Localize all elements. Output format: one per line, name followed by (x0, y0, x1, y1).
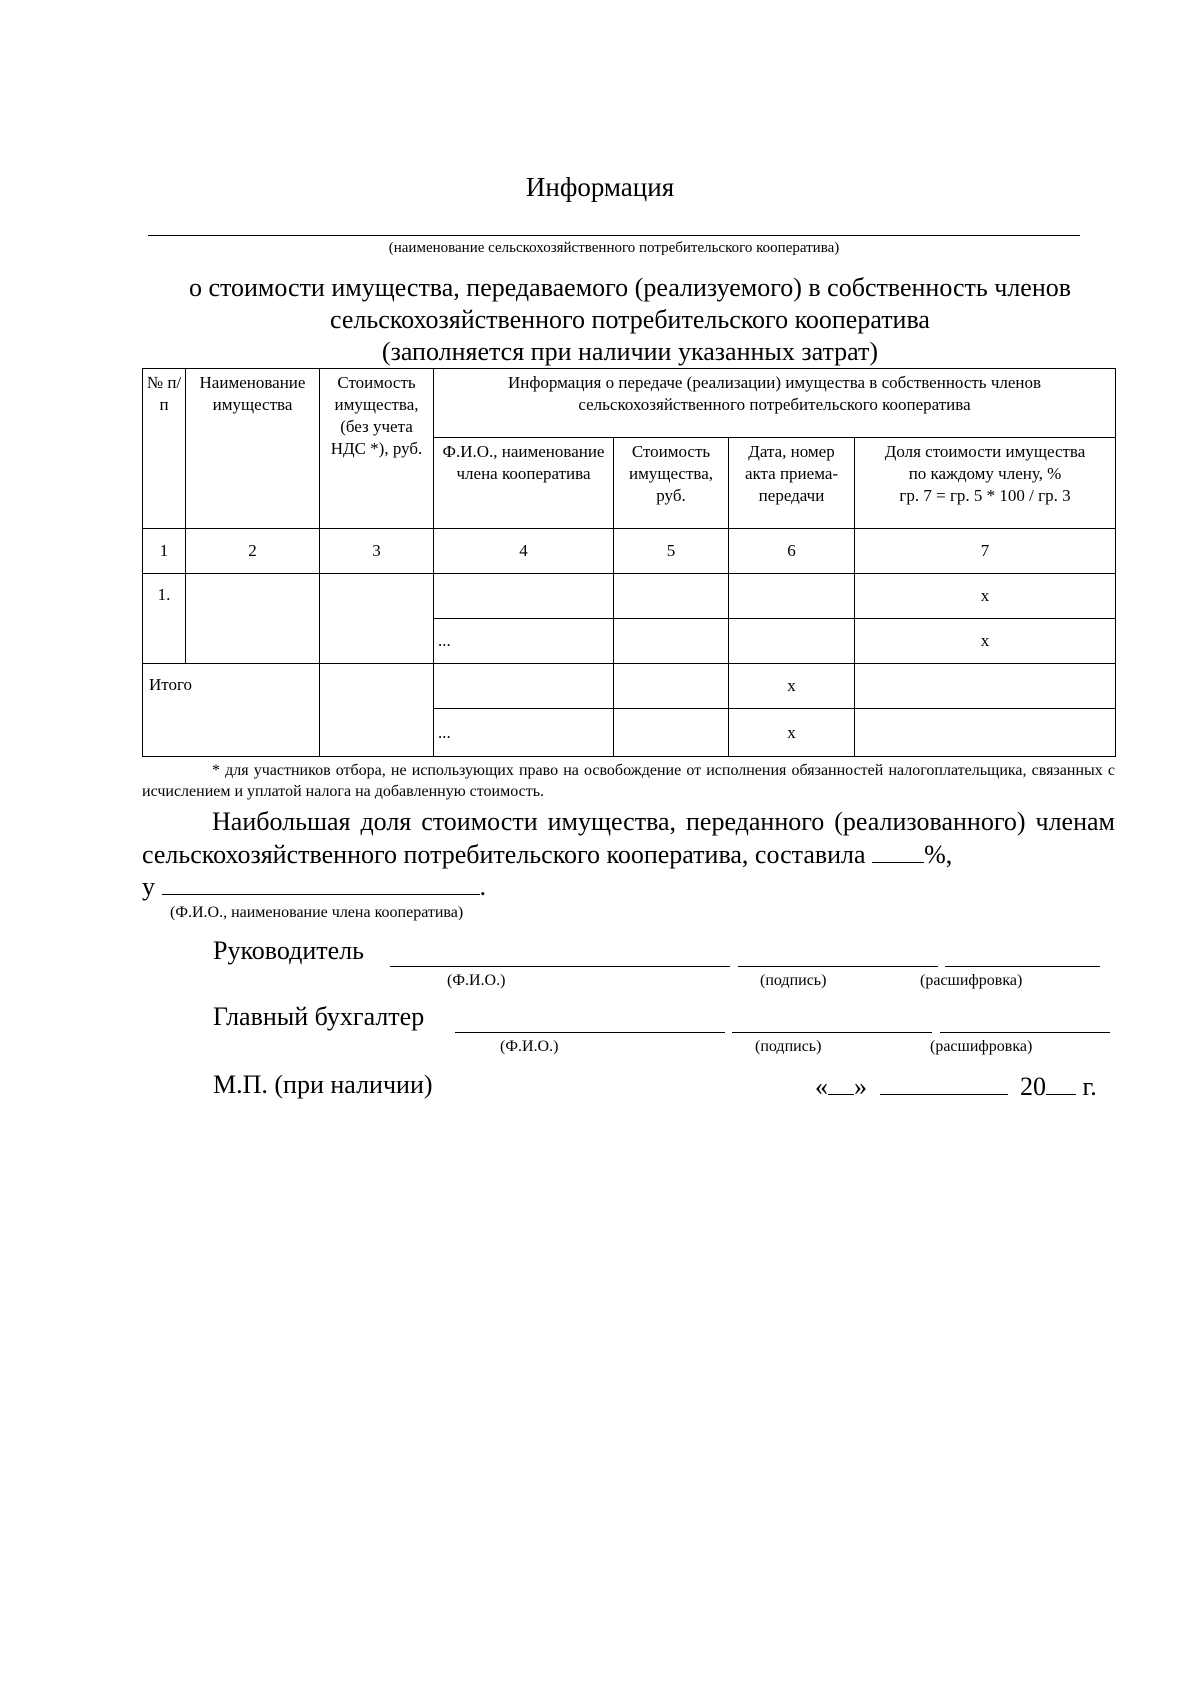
doc-subtitle (140, 272, 1120, 368)
largest-share-paragraph (142, 806, 1115, 871)
head-fio-caption: (Ф.И.О.) (447, 972, 506, 989)
chief-accountant-label: Главный бухгалтер (213, 1002, 425, 1031)
col-num-1: 1 (143, 529, 186, 574)
member-blank (162, 870, 480, 895)
member-line (142, 870, 486, 902)
subtitle-line-3: (заполняется при наличии указанных затрат) (381, 337, 879, 366)
accountant-signature-line (732, 1032, 932, 1033)
total-label: Итого (143, 664, 320, 757)
year-blank (1046, 1070, 1076, 1095)
date-line (815, 1070, 1097, 1102)
total-date-x: х (729, 664, 855, 709)
col-num-5: 5 (614, 529, 729, 574)
doc-title: Информация (525, 172, 675, 202)
col-num-3: 3 (320, 529, 434, 574)
row-1-num: 1. (143, 574, 186, 664)
head-signature-caption: (подпись) (760, 972, 827, 989)
col-num-4: 4 (434, 529, 614, 574)
head-label: Руководитель (213, 936, 364, 965)
total-date-x-2: х (729, 709, 855, 757)
table-cell (434, 664, 614, 709)
col-num-6: 6 (729, 529, 855, 574)
footnote: * для участников отбора, не использующих право на освобождение от исполнения обязанностей налогоплательщика, связанных с исчислением и уплатой налога на добавленную стоимость. (142, 762, 1115, 800)
col-num-7: 7 (855, 529, 1116, 574)
head-decoding-line (945, 966, 1100, 967)
header-share (855, 438, 1116, 529)
accountant-decoding-caption: (расшифровка) (930, 1038, 1033, 1055)
header-share-line-1: Доля стоимости имущества (884, 442, 1086, 461)
table-cell (434, 574, 614, 619)
table-cell (614, 574, 729, 619)
header-share-line-2: по каждому члену, % (908, 464, 1062, 483)
paragraph-text: Наибольшая доля стоимости имущества, переданного (реализованного) членам сельскохозяйственного потребительского кооператива, составила (142, 807, 1115, 869)
year-prefix: 20 (1020, 1072, 1046, 1101)
member-prefix: у (142, 872, 162, 901)
accountant-fio-line (455, 1032, 725, 1033)
table-cell (729, 619, 855, 664)
table-cell (614, 664, 729, 709)
row-1-share-x: х (855, 574, 1116, 619)
col-num-2: 2 (186, 529, 320, 574)
header-share-line-3: гр. 7 = гр. 5 * 100 / гр. 3 (899, 486, 1071, 505)
table-cell (729, 574, 855, 619)
row-1b-share-x: х (855, 619, 1116, 664)
accountant-signature-caption: (подпись) (755, 1038, 822, 1055)
accountant-fio-caption: (Ф.И.О.) (500, 1038, 559, 1055)
header-cost: Стоимость имущества, (без учета НДС *), руб. (320, 369, 434, 529)
subtitle-line-1: о стоимости имущества, передаваемого (реализуемого) в собственность членов (188, 273, 1072, 302)
header-num: № п/п (143, 369, 186, 529)
percent-sign: %, (924, 840, 953, 869)
org-name-caption: (наименование сельскохозяйственного потребительского кооператива) (388, 240, 840, 256)
header-fio: Ф.И.О., наименование члена кооператива (434, 438, 614, 529)
table-cell (614, 619, 729, 664)
year-suffix: г. (1076, 1072, 1097, 1101)
member-caption: (Ф.И.О., наименование члена кооператива) (170, 904, 464, 921)
percent-blank (872, 838, 924, 863)
row-1-dots: ... (434, 619, 614, 664)
subtitle-line-2: сельскохозяйственного потребительского кооператива (330, 305, 930, 334)
quote-open: « (815, 1072, 828, 1101)
row-1-cost (320, 574, 434, 664)
header-cost-member: Стоимость имущества, руб. (614, 438, 729, 529)
org-name-line (148, 235, 1080, 236)
total-dots: ... (434, 709, 614, 757)
header-date: Дата, номер акта приема-передачи (729, 438, 855, 529)
stamp-label: М.П. (при наличии) (213, 1070, 433, 1099)
quote-close: » (854, 1072, 867, 1101)
accountant-decoding-line (940, 1032, 1110, 1033)
head-fio-line (390, 966, 730, 967)
header-name: Наименование имущества (186, 369, 320, 529)
member-dot: . (479, 872, 486, 901)
head-signature-line (738, 966, 938, 967)
table-cell (614, 709, 729, 757)
header-transfer-info: Информация о передаче (реализации) имущества в собственность членов сельскохозяйственного потребительского кооператива (434, 369, 1116, 438)
row-1-name (186, 574, 320, 664)
month-blank (880, 1070, 1008, 1095)
table-cell (855, 664, 1116, 709)
day-blank (828, 1070, 854, 1095)
total-cost (320, 664, 434, 757)
table-cell (855, 709, 1116, 757)
property-table (142, 368, 1116, 757)
head-decoding-caption: (расшифровка) (920, 972, 1023, 989)
